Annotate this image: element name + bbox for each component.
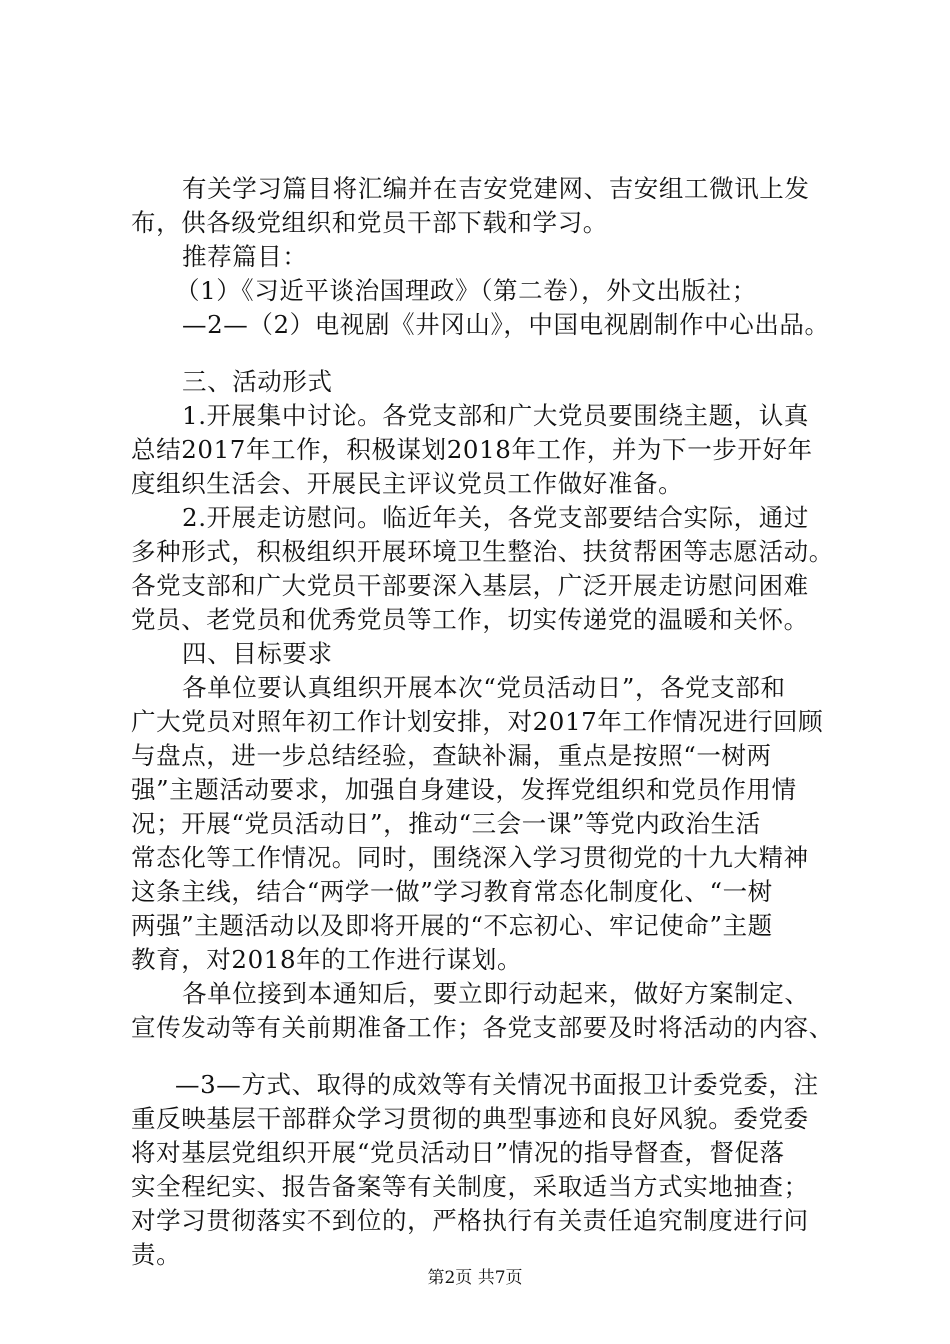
- text-line: 这条主线，结合“两学一做”学习教育常态化制度化、“一树: [131, 877, 773, 906]
- text-line: 各单位要认真组织开展本次“党员活动日”，各党支部和: [182, 673, 786, 702]
- text-line: 各单位接到本通知后，要立即行动起来，做好方案制定、: [182, 979, 810, 1008]
- text-line: 强”主题活动要求，加强自身建设，发挥党组织和党员作用情: [131, 775, 797, 804]
- text-line: 度组织生活会、开展民主评议党员工作做好准备。: [131, 469, 684, 498]
- text-line: 对学习贯彻落实不到位的，严格执行有关责任追究制度进行问: [131, 1206, 809, 1235]
- text-line: —2—（2）电视剧《井冈山》，中国电视剧制作中心出品。: [182, 310, 830, 339]
- text-line: 宣传发动等有关前期准备工作；各党支部要及时将活动的内容、: [131, 1013, 834, 1042]
- text-line: 将对基层党组织开展“党员活动日”情况的指导督查，督促落: [131, 1138, 785, 1167]
- text-line: 实全程纪实、报告备案等有关制度，采取适当方式实地抽查；: [131, 1172, 809, 1201]
- text-line: —3—方式、取得的成效等有关情况书面报卫计委党委，注: [175, 1070, 819, 1099]
- text-line: （1）《习近平谈治国理政》（第二卷），外文出版社；: [175, 276, 757, 305]
- text-line: 推荐篇目：: [182, 242, 308, 271]
- text-line: 布，供各级党组织和党员干部下载和学习。: [131, 208, 608, 237]
- text-line: 党员、老党员和优秀党员等工作，切实传递党的温暖和关怀。: [131, 605, 809, 634]
- text-line: 教育，对2018年的工作进行谋划。: [131, 945, 523, 974]
- text-line: 总结2017年工作，积极谋划2018年工作，并为下一步开好年: [131, 435, 813, 464]
- text-line: 广大党员对照年初工作计划安排，对2017年工作情况进行回顾: [131, 707, 824, 736]
- text-line: 多种形式，积极组织开展环境卫生整治、扶贫帮困等志愿活动。: [131, 537, 834, 566]
- text-line: 常态化等工作情况。同时，围绕深入学习贯彻党的十九大精神: [131, 843, 809, 872]
- text-line: 重反映基层干部群众学习贯彻的典型事迹和良好风貌。委党委: [131, 1104, 809, 1133]
- page-number-footer: 第2页 共7页: [427, 1268, 523, 1288]
- text-line: 1.开展集中讨论。各党支部和广大党员要围绕主题，认真: [182, 401, 809, 430]
- text-line: 责。: [131, 1240, 182, 1269]
- text-line: 与盘点，进一步总结经验，查缺补漏，重点是按照“一树两: [131, 741, 772, 770]
- text-line: 有关学习篇目将汇编并在吉安党建网、吉安组工微讯上发: [182, 174, 810, 203]
- section-heading: 三、活动形式: [182, 367, 333, 396]
- text-line: 况；开展“党员活动日”，推动“三会一课”等党内政治生活: [131, 809, 761, 838]
- text-line: 各党支部和广大党员干部要深入基层，广泛开展走访慰问困难: [131, 571, 809, 600]
- text-line: 两强”主题活动以及即将开展的“不忘初心、牢记使命”主题: [131, 911, 773, 940]
- section-heading: 四、目标要求: [182, 639, 333, 668]
- text-line: 2.开展走访慰问。临近年关，各党支部要结合实际，通过: [182, 503, 809, 532]
